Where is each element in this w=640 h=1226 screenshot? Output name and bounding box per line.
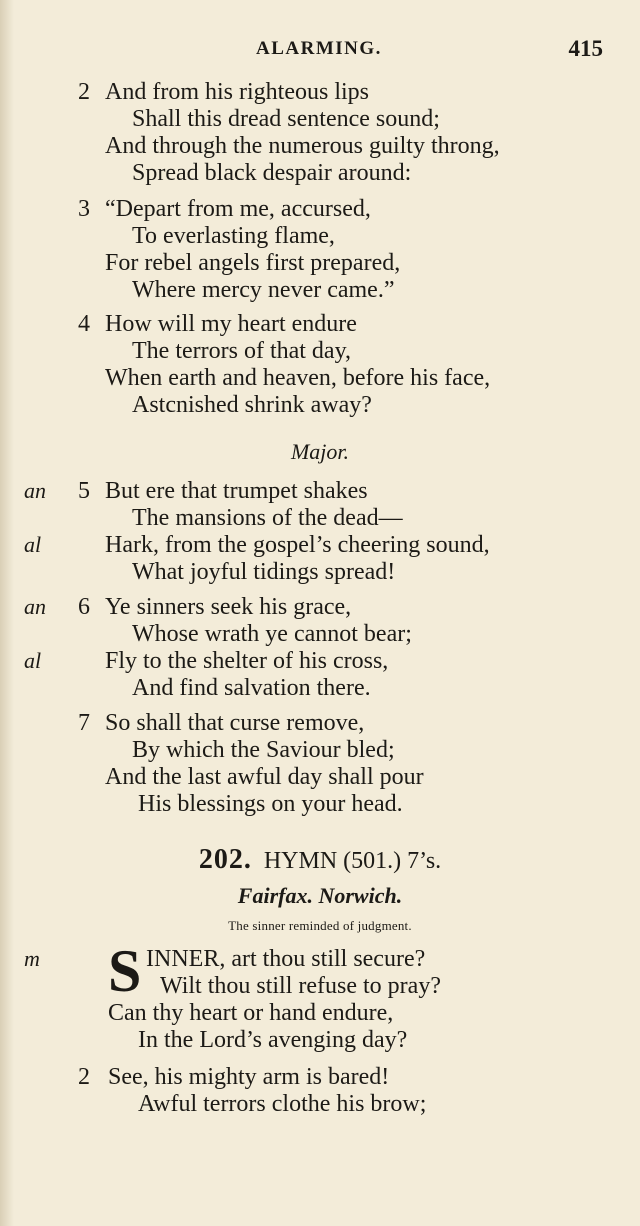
verse-line	[0, 790, 640, 818]
verse-line	[0, 1026, 640, 1054]
verse-text: So shall that curse remove,	[105, 710, 365, 736]
dynamic-marking: m	[24, 946, 40, 971]
stanza-number: 4	[78, 311, 90, 337]
verse-line	[0, 736, 640, 764]
verse-line	[0, 477, 640, 505]
verse-text: And through the numerous guilty throng,	[105, 133, 500, 159]
verse-text: How will my heart endure	[105, 311, 357, 337]
verse-text: The terrors of that day,	[132, 338, 352, 364]
verse-line	[0, 647, 640, 675]
dynamic-marking: al	[24, 532, 42, 557]
hymn-subject: The sinner reminded of judgment.	[228, 918, 412, 933]
stanza-number: 3	[78, 196, 90, 222]
verse-line	[0, 310, 640, 338]
stanza-number: 2	[78, 1064, 90, 1090]
stanza-number: 5	[78, 478, 90, 504]
verse-line	[0, 132, 640, 160]
verse-line	[0, 159, 640, 187]
verse-line	[0, 105, 640, 133]
verse-text: But ere that trumpet shakes	[105, 478, 368, 504]
drop-cap: S	[108, 938, 142, 1004]
verse-line	[0, 593, 640, 621]
verse-text: By which the Saviour bled;	[132, 737, 395, 763]
verse-text: For rebel angels first prepared,	[105, 250, 401, 276]
dynamic-marking: an	[24, 478, 46, 503]
dynamic-marking: al	[24, 648, 42, 673]
hymn-heading	[0, 844, 640, 876]
verse-line	[0, 999, 640, 1027]
verse-line	[0, 364, 640, 392]
verse-text: Shall this dread sentence sound;	[132, 106, 440, 132]
hymn-number: 202.	[198, 844, 252, 875]
section-heading: Major.	[290, 439, 350, 464]
verse-line	[0, 195, 640, 223]
verse-text: The mansions of the dead—	[132, 505, 403, 531]
verse-line	[0, 972, 640, 1000]
verse-line	[0, 620, 640, 648]
verse-line	[0, 276, 640, 304]
verse-text: See, his mighty arm is bared!	[108, 1064, 390, 1090]
verse-text: Can thy heart or hand endure,	[108, 1000, 394, 1026]
verse-text: In the Lord’s avenging day?	[138, 1027, 408, 1053]
verse-text: Astcnished shrink away?	[132, 392, 372, 418]
verse-line	[0, 558, 640, 586]
hymn-meter: HYMN (501.) 7’s.	[263, 848, 442, 874]
verse-text: INNER, art thou still secure?	[146, 946, 426, 972]
verse-line	[0, 78, 640, 106]
verse-line	[0, 1090, 640, 1118]
verse-line	[0, 531, 640, 559]
verse-text: Ye sinners seek his grace,	[105, 594, 352, 620]
verse-line	[0, 249, 640, 277]
verse-text: Where mercy never came.”	[132, 277, 395, 303]
verse-text: Fly to the shelter of his cross,	[105, 648, 389, 674]
verse-line	[0, 504, 640, 532]
stanza-number: 6	[78, 594, 90, 620]
verse-line	[0, 391, 640, 419]
verse-line	[0, 709, 640, 737]
verse-text: Spread black despair around:	[132, 160, 412, 186]
verse-text: When earth and heaven, before his face,	[105, 365, 491, 391]
verse-text: Hark, from the gospel’s cheering sound,	[105, 532, 490, 558]
verse-line	[0, 222, 640, 250]
verse-line	[0, 337, 640, 365]
verse-text: “Depart from me, accursed,	[105, 196, 371, 222]
verse-line	[0, 1063, 640, 1091]
verse-text: And the last awful day shall pour	[105, 764, 424, 790]
running-head: ALARMING.	[256, 38, 382, 59]
stanza-number: 7	[78, 710, 90, 736]
verse-text: Wilt thou still refuse to pray?	[160, 973, 441, 999]
verse-text: His blessings on your head.	[138, 791, 403, 817]
stanza-number: 2	[78, 79, 90, 105]
tune-names: Fairfax. Norwich.	[237, 883, 403, 908]
page-header	[0, 36, 640, 70]
verse-text: Whose wrath ye cannot bear;	[132, 621, 412, 647]
verse-text: Awful terrors clothe his brow;	[138, 1091, 427, 1117]
dynamic-marking: an	[24, 594, 46, 619]
verse-text: What joyful tidings spread!	[132, 559, 396, 585]
verse-text: And from his righteous lips	[105, 79, 369, 105]
page-number: 415	[568, 36, 603, 61]
verse-text: To everlasting flame,	[132, 223, 335, 249]
verse-text: And find salvation there.	[132, 675, 371, 701]
verse-line	[0, 763, 640, 791]
verse-line	[0, 674, 640, 702]
